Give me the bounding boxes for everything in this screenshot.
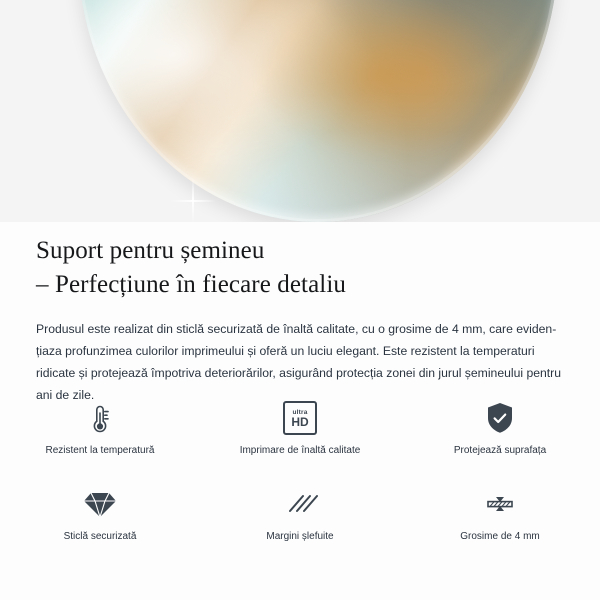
- text-content: [0, 222, 600, 406]
- page-title: [0, 222, 600, 302]
- ultra-hd-icon: [283, 398, 317, 438]
- feature-item-tempered-glass: [0, 484, 200, 562]
- feature-label: Imprimare de înaltă calitate: [239, 445, 361, 456]
- glass-plate-image: [78, 0, 558, 222]
- page-title-line-1: Suport pentru șemineu: [36, 237, 265, 264]
- feature-label: Protejează suprafața: [453, 445, 547, 456]
- thermometer-icon: [83, 398, 117, 438]
- feature-item-thickness: [400, 484, 600, 562]
- feature-item-temperature: [0, 398, 200, 476]
- ultra-hd-badge-top: ultra: [292, 408, 308, 416]
- shield-check-icon: [483, 398, 517, 438]
- ultra-hd-badge-bottom: HD: [291, 414, 309, 429]
- feature-label: Sticlă securizată: [63, 531, 137, 542]
- feature-item-surface-protection: [400, 398, 600, 476]
- polished-edges-icon: [282, 484, 318, 524]
- feature-label: Grosime de 4 mm: [460, 531, 540, 542]
- body-paragraph: Produsul este realizat din sticlă securizată de înaltă calitate, cu o grosime de 4 mm, care eviden-țiaza profunzimea culorilor imprimeului și oferă un luciu elegant. Este rezistent la temperaturi ridicate și protejează împotriva deteriorărilor, asigurând protecția zonei din jurul șemineului pentru ani de zile.: [36, 322, 562, 402]
- feature-grid: [0, 398, 600, 562]
- diamond-icon: [82, 484, 118, 524]
- feature-item-print-quality: [200, 398, 400, 476]
- feature-label: Rezistent la temperatură: [45, 445, 155, 456]
- thickness-icon: [481, 484, 519, 524]
- feature-label: Margini șlefuite: [266, 531, 334, 542]
- feature-item-polished-edges: [200, 484, 400, 562]
- hero-image: [0, 0, 600, 222]
- page-title-line-2: – Perfecțiune în fiecare detaliu: [36, 271, 346, 298]
